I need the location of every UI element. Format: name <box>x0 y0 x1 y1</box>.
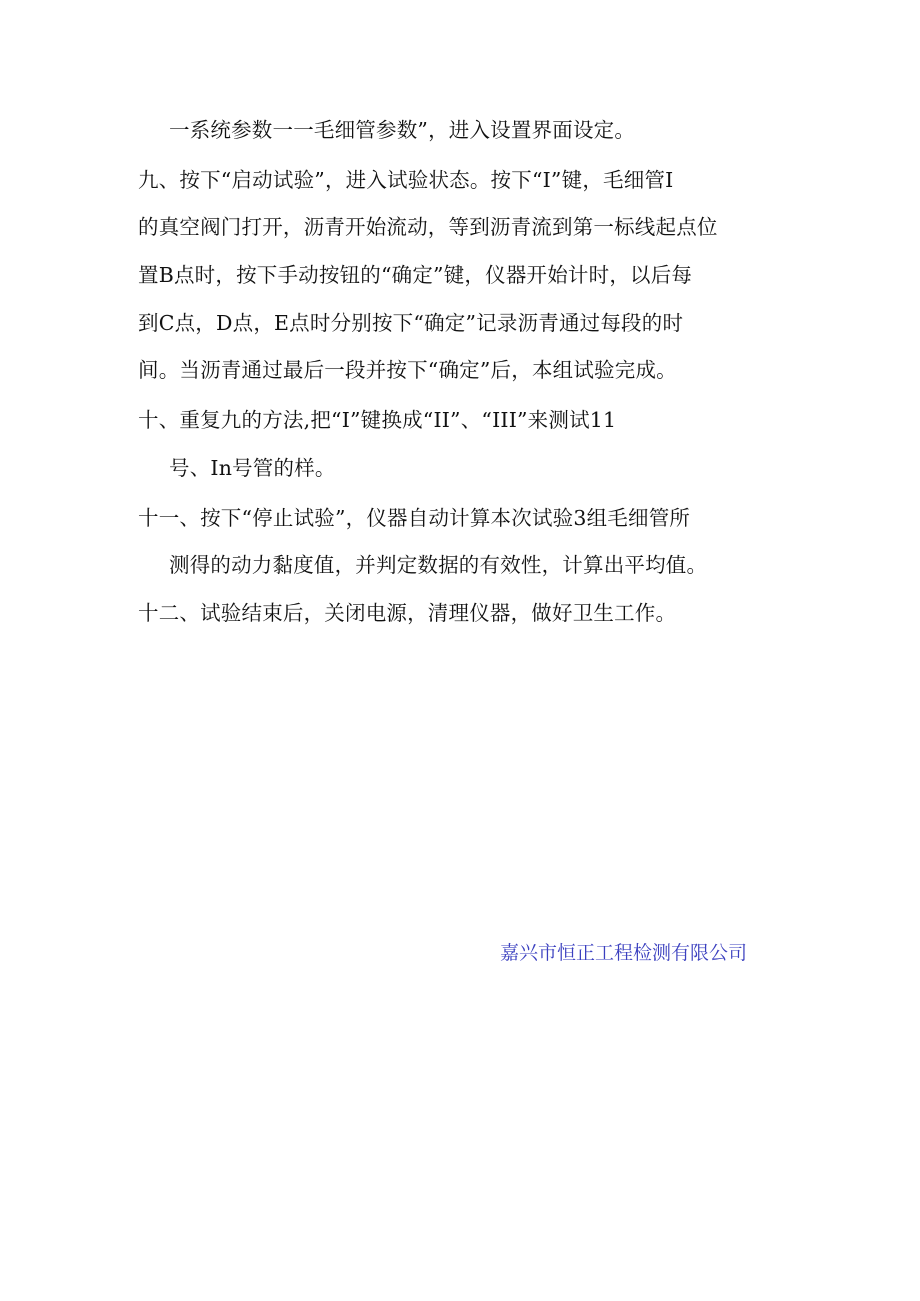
company-footer: 嘉兴市恒正工程检测有限公司 <box>500 942 748 964</box>
text-line-11: 十二、试验结束后，关闭电源，清理仪器，做好卫生工作。 <box>138 601 677 625</box>
text-line-3: 的真空阀门打开，沥青开始流动，等到沥青流到第一标线起点位 <box>138 215 718 239</box>
text-line-5: 到C点，D点，E点时分别按下“确定”记录沥青通过每段的时 <box>138 311 684 335</box>
text-line-6: 间。当沥青通过最后一段并按下“确定”后，本组试验完成。 <box>138 358 677 382</box>
text-line-8: 号、In号管的样。 <box>169 456 336 480</box>
text-line-2: 九、按下“启动试验”，进入试验状态。按下“I”键，毛细管I <box>138 168 674 192</box>
text-line-4: 置B点时，按下手动按钮的“确定”键，仪器开始计时，以后每 <box>138 263 693 287</box>
text-line-1: 一系统参数一一毛细管参数”，进入设置界面设定。 <box>169 118 636 142</box>
text-line-9: 十一、按下“停止试验”，仪器自动计算本次试验3组毛细管所 <box>138 506 691 530</box>
text-line-7: 十、重复九的方法,把“I”键换成“II”、“III”来测试11 <box>138 408 617 432</box>
text-line-10: 测得的动力黏度值，并判定数据的有效性，计算出平均值。 <box>169 553 708 577</box>
